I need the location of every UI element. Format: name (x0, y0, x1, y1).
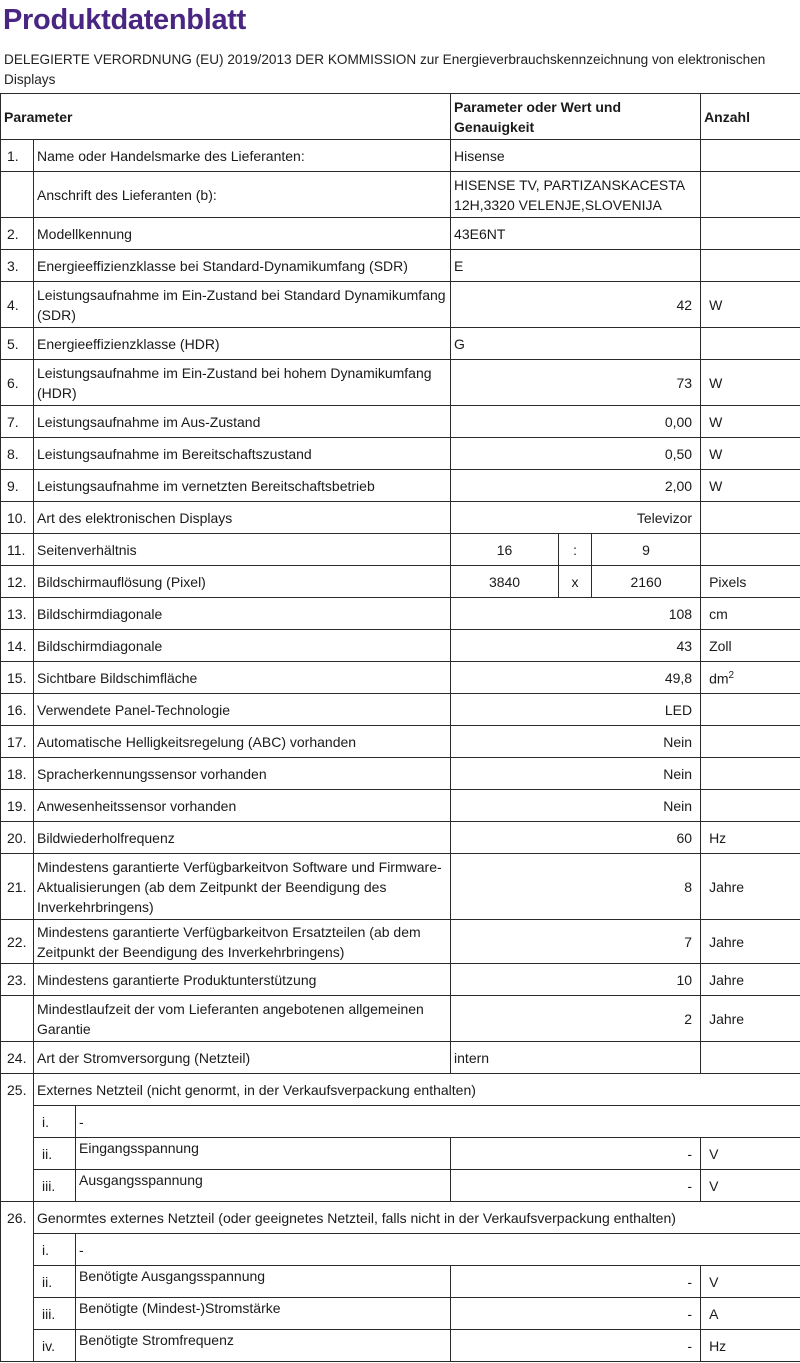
row-value: Nein (451, 758, 701, 790)
row-label: Leistungsaufnahme im Ein-Zustand bei Standard Dynamikumfang (SDR) (34, 282, 451, 328)
row-unit (701, 140, 800, 172)
row-value: Hisense (451, 140, 701, 172)
row-unit (701, 758, 800, 790)
section-25-item-label: Eingangsspannung (76, 1138, 451, 1170)
section-25-item-unit: V (701, 1170, 800, 1202)
section-26-item-label: - (76, 1234, 800, 1266)
row-unit: $dm^2$ (701, 662, 800, 694)
section-26-item-roman: i. (34, 1234, 76, 1266)
table-row (1, 758, 800, 790)
row-unit: Hz (701, 822, 800, 854)
section-26-item-roman: iii. (34, 1298, 76, 1330)
section-25-item-value: - (451, 1170, 701, 1202)
row-value: LED (451, 694, 701, 726)
row-label: Art der Stromversorgung (Netzteil) (34, 1042, 451, 1074)
section-26-header-row (1, 1202, 800, 1234)
row-value-separator: x (559, 566, 592, 598)
row-unit: Jahre (701, 920, 800, 964)
row-label: Name oder Handelsmarke des Lieferanten: (34, 140, 451, 172)
row-label: Energieeffizienzklasse (HDR) (34, 328, 451, 360)
table-row (1, 566, 800, 598)
product-data-table (0, 93, 800, 1362)
row-value-a: 16 (451, 534, 559, 566)
row-value: E (451, 250, 701, 282)
regulation-subtitle: DELEGIERTE VERORDNUNG (EU) 2019/2013 DER KOMMISSION zur Energieverbrauchskennzeichnung von elektronischen Displays (4, 52, 766, 87)
section-25-item-row (1, 1170, 800, 1202)
row-number: 16. (1, 694, 34, 726)
row-value: 43 (451, 630, 701, 662)
row-label: Seitenverhältnis (34, 534, 451, 566)
row-label: Energieeffizienzklasse bei Standard-Dynamikumfang (SDR) (34, 250, 451, 282)
table-row (1, 630, 800, 662)
table-row (1, 996, 800, 1042)
row-value: 49,8 (451, 662, 701, 694)
row-label: Leistungsaufnahme im Aus-Zustand (34, 406, 451, 438)
table-row (1, 662, 800, 694)
row-value: 0,50 (451, 438, 701, 470)
row-unit: W (701, 438, 800, 470)
row-value: 73 (451, 360, 701, 406)
row-label: Automatische Helligkeitsregelung (ABC) vorhanden (34, 726, 451, 758)
row-value: 8 (451, 854, 701, 920)
row-label: Leistungsaufnahme im Ein-Zustand bei hohem Dynamikumfang (HDR) (34, 360, 451, 406)
row-number: 18. (1, 758, 34, 790)
row-label: Bildschirmauflösung (Pixel) (34, 566, 451, 598)
row-number (1, 172, 34, 218)
row-value: 7 (451, 920, 701, 964)
row-label: Verwendete Panel-Technologie (34, 694, 451, 726)
row-unit (701, 218, 800, 250)
section-26-item-value: - (451, 1298, 701, 1330)
row-value-a: 3840 (451, 566, 559, 598)
section-26-item-value: - (451, 1330, 701, 1362)
section-26-item-row (1, 1234, 800, 1266)
row-label: Art des elektronischen Displays (34, 502, 451, 534)
table-header-row (1, 94, 800, 140)
row-number: 17. (1, 726, 34, 758)
section-26-item-label: Benötigte Stromfrequenz (76, 1330, 451, 1362)
row-number: 23. (1, 964, 34, 996)
row-number: 6. (1, 360, 34, 406)
table-row (1, 964, 800, 996)
section-25-item-roman: ii. (34, 1138, 76, 1170)
section-25-item-roman: iii. (34, 1170, 76, 1202)
row-unit (701, 1042, 800, 1074)
row-unit: Zoll (701, 630, 800, 662)
table-row (1, 406, 800, 438)
section-25-item-roman: i. (34, 1106, 76, 1138)
section-25-item-value: - (451, 1138, 701, 1170)
table-row (1, 438, 800, 470)
row-unit: W (701, 360, 800, 406)
row-unit (701, 534, 800, 566)
row-number: 13. (1, 598, 34, 630)
row-unit: Pixels (701, 566, 800, 598)
row-label: Mindestens garantierte Verfügbarkeitvon Ersatzteilen (ab dem Zeitpunkt der Beendigung des Inverkehrbringens) (34, 920, 451, 964)
table-body (1, 140, 800, 1362)
row-unit: Jahre (701, 996, 800, 1042)
row-label: Leistungsaufnahme im Bereitschaftszustand (34, 438, 451, 470)
table-row (1, 726, 800, 758)
row-number: 2. (1, 218, 34, 250)
row-unit: Jahre (701, 854, 800, 920)
section-26-item-unit: V (701, 1266, 800, 1298)
row-label: Spracherkennungssensor vorhanden (34, 758, 451, 790)
row-value: 108 (451, 598, 701, 630)
table-row (1, 282, 800, 328)
section-26-item-value: - (451, 1266, 701, 1298)
row-number: 1. (1, 140, 34, 172)
row-label: Mindestlaufzeit der vom Lieferanten angebotenen allgemeinen Garantie (34, 996, 451, 1042)
section-25-item-row (1, 1106, 800, 1138)
table-row (1, 598, 800, 630)
row-number: 5. (1, 328, 34, 360)
table-row (1, 218, 800, 250)
table-row (1, 250, 800, 282)
row-number: 14. (1, 630, 34, 662)
section-25-item-label: - (76, 1106, 800, 1138)
row-number: 24. (1, 1042, 34, 1074)
row-label: Bildwiederholfrequenz (34, 822, 451, 854)
row-label: Anwesenheitssensor vorhanden (34, 790, 451, 822)
row-label: Mindestens garantierte Produktunterstützung (34, 964, 451, 996)
section-26-item-row (1, 1330, 800, 1362)
table-row (1, 172, 800, 218)
row-value-separator: : (559, 534, 592, 566)
row-unit (701, 250, 800, 282)
row-value: Nein (451, 790, 701, 822)
row-number: 12. (1, 566, 34, 598)
row-value: Televizor (451, 502, 701, 534)
row-unit (701, 726, 800, 758)
table-row (1, 470, 800, 502)
section-26-item-label: Benötigte (Mindest-)Stromstärke (76, 1298, 451, 1330)
row-label: Sichtbare Bildschimfläche (34, 662, 451, 694)
table-row (1, 534, 800, 566)
row-number: 15. (1, 662, 34, 694)
section-25-header-row (1, 1074, 800, 1106)
header-parameter: Parameter (1, 94, 451, 140)
row-value: 2 (451, 996, 701, 1042)
section-26-label: Genormtes externes Netzteil (oder geeignetes Netzteil, falls nicht in der Verkaufsverpackung enthalten) (34, 1202, 800, 1234)
row-value: 60 (451, 822, 701, 854)
row-value-b: 2160 (592, 566, 701, 598)
row-label: Bildschirmdiagonale (34, 598, 451, 630)
row-unit (701, 790, 800, 822)
table-row (1, 328, 800, 360)
row-value: 0,00 (451, 406, 701, 438)
table-row (1, 694, 800, 726)
row-label: Leistungsaufnahme im vernetzten Bereitschaftsbetrieb (34, 470, 451, 502)
row-number: 3. (1, 250, 34, 282)
row-unit (701, 694, 800, 726)
row-label: Bildschirmdiagonale (34, 630, 451, 662)
table-row (1, 502, 800, 534)
section-26-item-row (1, 1266, 800, 1298)
table-row (1, 1042, 800, 1074)
section-26-item-unit: A (701, 1298, 800, 1330)
section-26-number: 26. (1, 1202, 34, 1362)
row-number: 20. (1, 822, 34, 854)
row-number: 8. (1, 438, 34, 470)
row-unit: W (701, 470, 800, 502)
section-26-item-roman: iv. (34, 1330, 76, 1362)
row-value: intern (451, 1042, 701, 1074)
row-value: 2,00 (451, 470, 701, 502)
table-row (1, 920, 800, 964)
row-value-b: 9 (592, 534, 701, 566)
row-value: Nein (451, 726, 701, 758)
row-label: Anschrift des Lieferanten (b): (34, 172, 451, 218)
row-unit (701, 502, 800, 534)
section-25-item-unit: V (701, 1138, 800, 1170)
section-25-item-row (1, 1138, 800, 1170)
header-value: Parameter oder Wert und Genauigkeit (451, 94, 701, 140)
table-row (1, 822, 800, 854)
row-unit: Jahre (701, 964, 800, 996)
section-25-item-label: Ausgangsspannung (76, 1170, 451, 1202)
unit-superscript: 2 (728, 670, 735, 682)
row-unit: W (701, 282, 800, 328)
row-value: HISENSE TV, PARTIZANSKACESTA 12H,3320 VELENJE,SLOVENIJA (451, 172, 701, 218)
row-value: 42 (451, 282, 701, 328)
table-row (1, 140, 800, 172)
row-label: Modellkennung (34, 218, 451, 250)
row-value: G (451, 328, 701, 360)
page-title: Produktdatenblatt (3, 4, 247, 36)
section-25-label: Externes Netzteil (nicht genormt, in der Verkaufsverpackung enthalten) (34, 1074, 800, 1106)
header-count: Anzahl (701, 94, 800, 140)
row-number: 10. (1, 502, 34, 534)
row-unit (701, 172, 800, 218)
row-label: Mindestens garantierte Verfügbarkeitvon Software und Firmware-Aktualisierungen (ab dem Zeitpunkt der Beendigung des Inverkehrbringens) (34, 854, 451, 920)
row-unit: W (701, 406, 800, 438)
table-row (1, 360, 800, 406)
section-25-number: 25. (1, 1074, 34, 1202)
row-number: 9. (1, 470, 34, 502)
table-row (1, 854, 800, 920)
section-26-item-unit: Hz (701, 1330, 800, 1362)
row-number: 7. (1, 406, 34, 438)
row-value: 10 (451, 964, 701, 996)
row-unit (701, 328, 800, 360)
row-number (1, 996, 34, 1042)
section-26-item-label: Benötigte Ausgangsspannung (76, 1266, 451, 1298)
row-number: 22. (1, 920, 34, 964)
row-number: 21. (1, 854, 34, 920)
section-26-item-row (1, 1298, 800, 1330)
table-row (1, 790, 800, 822)
row-value: 43E6NT (451, 218, 701, 250)
row-number: 11. (1, 534, 34, 566)
section-26-item-roman: ii. (34, 1266, 76, 1298)
row-unit: cm (701, 598, 800, 630)
row-number: 4. (1, 282, 34, 328)
row-number: 19. (1, 790, 34, 822)
